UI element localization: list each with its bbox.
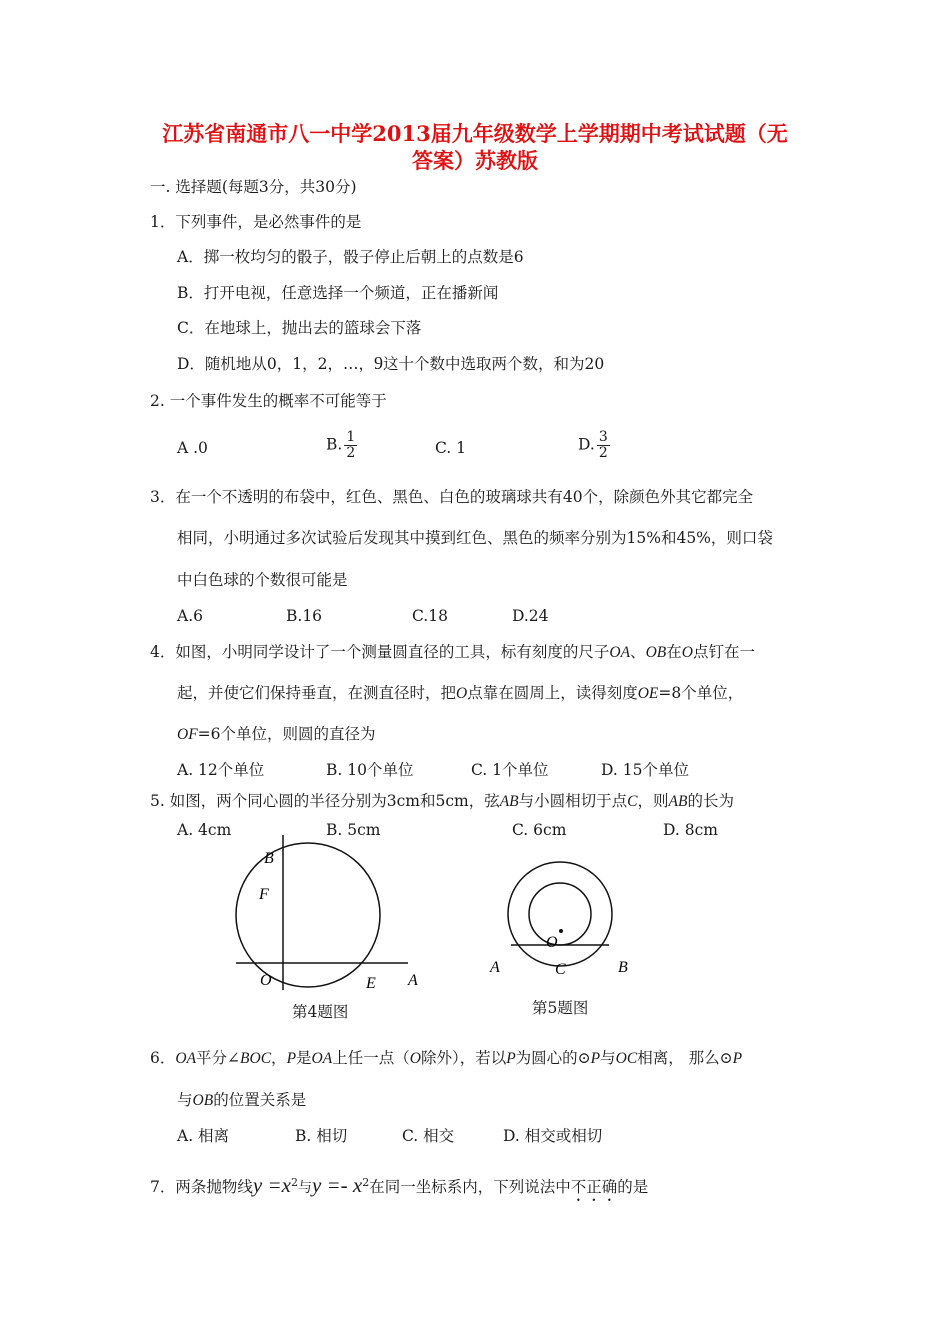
q4-l1-ob: OB <box>645 644 667 661</box>
q1-d-pre: D．随机地从0，1，2， <box>177 355 344 373</box>
fig5-center-point <box>559 929 563 933</box>
q4-l1-sep: 、 <box>630 643 646 661</box>
q4-line-2 <box>177 683 743 704</box>
title-line-1: 江苏省南通市八一中学2013届九年级数学上学期期中考试试题（无 <box>162 121 788 146</box>
section-heading: 一. 选择题(每题3分，共30分) <box>150 178 357 196</box>
q7-mid: 与 <box>297 1180 312 1197</box>
q2-b-label: B. <box>326 435 343 454</box>
q6-option-a: A. 相离 <box>177 1127 230 1145</box>
q7-pre: 7．两条抛物线 <box>150 1178 253 1197</box>
exam-title <box>120 120 830 174</box>
q3-option-c: C.18 <box>412 607 448 625</box>
q5-l1-c: C <box>627 793 638 810</box>
q6-line-2 <box>177 1090 306 1111</box>
q6-num: 6． <box>150 1049 176 1067</box>
fig5-inner-circle <box>529 883 591 945</box>
q5-l1-end: 的长为 <box>687 792 734 810</box>
q7-equation-1: y =x <box>252 1173 291 1198</box>
q2-b-numerator: 1 <box>346 429 356 445</box>
q6-p2: P <box>506 1050 516 1067</box>
fig4-circle <box>236 843 380 987</box>
q6-t6: 为圆心的⊙ <box>515 1049 591 1067</box>
q4-line-3 <box>177 724 376 745</box>
q7-line-1 <box>150 1168 648 1205</box>
q4-l2-end: =8个单位， <box>658 684 744 702</box>
q5-option-b: B. 5cm <box>326 821 381 839</box>
q7-exponent-2: 2 <box>362 1176 370 1189</box>
q5-l1-ab2: AB <box>668 793 688 810</box>
q2-stem: 2. 一个事件发生的概率不可能等于 <box>150 392 387 410</box>
fig4-label-f: F <box>259 886 269 903</box>
q1-option-a: A．掷一枚均匀的骰子，骰子停止后朝上的点数是6 <box>177 248 524 266</box>
q2-b-denominator: 2 <box>346 445 356 461</box>
q4-l2-oe: OE <box>637 685 659 702</box>
q6-t3: 是 <box>296 1049 312 1067</box>
q6-option-d: D. 相交或相切 <box>503 1127 603 1145</box>
q6-oa: OA <box>175 1050 197 1067</box>
figure-5-diagram <box>480 840 640 990</box>
q3-option-b: B.16 <box>286 607 323 625</box>
q1-stem: 1．下列事件，是必然事件的是 <box>150 213 362 231</box>
q6-t1: 平分∠ <box>196 1049 241 1067</box>
q1-option-c: C．在地球上，抛出去的篮球会下落 <box>177 319 422 337</box>
q2-b-fraction <box>344 430 357 461</box>
q6-p3: P <box>590 1050 601 1067</box>
figure-4-diagram <box>226 835 426 1025</box>
q2-d-denominator: 2 <box>598 445 608 461</box>
q3-option-a: A.6 <box>177 607 203 625</box>
q4-option-d: D. 15个单位 <box>601 761 689 779</box>
q3-line-2: 相同，小明通过多次试验后发现其中摸到红色、黑色的频率分别为15%和45%，则口袋 <box>177 529 773 547</box>
q4-l1-oa: OA <box>609 644 631 661</box>
q3-line-1: 3．在一个不透明的布袋中，红色、黑色、白色的玻璃球共有40个，除颜色外其它都完全 <box>150 488 754 506</box>
q6-t8: 相离， 那么⊙ <box>637 1049 733 1067</box>
q2-d-fraction <box>597 430 610 461</box>
fig5-outer-circle <box>508 862 612 966</box>
q6-o: O <box>409 1050 421 1067</box>
q2-option-a: A .0 <box>177 439 208 457</box>
q2-d-numerator: 3 <box>598 429 608 445</box>
q4-line-1 <box>150 642 755 663</box>
q3-option-d: D.24 <box>512 607 549 625</box>
fig5-label-b: B <box>618 959 628 976</box>
q2-option-b <box>326 430 357 461</box>
q5-option-d: D. 8cm <box>663 821 718 839</box>
q6-t5: 除外），若以 <box>420 1049 507 1067</box>
q5-l1-ab: AB <box>499 793 519 810</box>
q4-l1-end: 点钉在一 <box>692 643 755 661</box>
q6-boc: BOC <box>240 1050 272 1067</box>
q4-option-c: C. 1个单位 <box>471 761 549 779</box>
q6-p1: P <box>286 1050 297 1067</box>
q1-option-b: B．打开电视，任意选择一个频道，正在播新闻 <box>177 284 499 302</box>
fig4-label-b: B <box>264 850 274 867</box>
fig5-label-c: C <box>555 961 566 978</box>
q4-l2-mid: 点靠在圆周上，读得刻度 <box>467 684 638 702</box>
q5-option-a: A. 4cm <box>177 821 232 839</box>
q6-oc: OC <box>615 1050 638 1067</box>
fig5-label-o: O <box>546 934 558 951</box>
q4-l2-o: O <box>456 685 468 702</box>
q6-t4: 上任一点（ <box>332 1049 410 1067</box>
fig5-label-a: A <box>490 959 500 976</box>
q5-l1-mid: 与小圆相切于点 <box>518 792 628 810</box>
q6-l2-t1: 与 <box>177 1091 193 1109</box>
q1-d-ellipsis: …， <box>343 355 375 373</box>
q7-post-1: 在同一坐标系内，下列说法中 <box>369 1178 571 1197</box>
q6-p4: P <box>732 1050 743 1067</box>
q4-option-b: B. 10个单位 <box>326 761 414 779</box>
q5-option-c: C. 6cm <box>512 821 567 839</box>
q6-t7: 与 <box>600 1049 616 1067</box>
q6-option-b: B. 相切 <box>295 1127 348 1145</box>
q6-ob: OB <box>192 1092 214 1109</box>
q1-option-d <box>177 353 604 374</box>
q5-line-1 <box>150 791 734 812</box>
fig4-label-a: A <box>408 972 418 989</box>
q5-l1-text: 5. 如图，两个同心圆的半径分别为3cm和5cm，弦 <box>150 792 500 810</box>
q4-l3-text: =6个单位，则圆的直径为 <box>197 725 376 743</box>
q2-d-label: D. <box>578 435 595 454</box>
q3-line-3: 中白色球的个数很可能是 <box>177 571 348 589</box>
q7-emphasis: 不正确 <box>570 1178 618 1197</box>
fig4-label-o: O <box>260 972 272 989</box>
q6-t2: ， <box>271 1049 287 1067</box>
fig5-caption: 第5题图 <box>532 999 589 1017</box>
q6-option-c: C. 相交 <box>402 1127 455 1145</box>
q1-d-post: 这十个数中选取两个数，和为20 <box>383 355 605 373</box>
q7-post-3: 的是 <box>617 1178 649 1197</box>
q4-l1-zai: 在 <box>666 643 682 661</box>
q2-option-d <box>578 430 610 461</box>
q1-d-nine: 9 <box>374 353 384 373</box>
fig4-label-e: E <box>366 975 376 992</box>
q6-oa2: OA <box>311 1050 333 1067</box>
q2-option-c: C. 1 <box>435 439 467 457</box>
q6-line-1 <box>150 1048 742 1069</box>
q6-l2-t2: 的位置关系是 <box>213 1091 307 1109</box>
q4-option-a: A. 12个单位 <box>177 761 265 779</box>
title-line-2: 答案）苏教版 <box>412 148 538 173</box>
q7-exponent-1: 2 <box>290 1176 298 1189</box>
q4-l3-of: OF <box>177 726 198 743</box>
q4-l1-text: 4．如图，小明同学设计了一个测量圆直径的工具，标有刻度的尺子 <box>150 643 610 661</box>
q4-l2-text: 起，并使它们保持垂直，在测直径时，把 <box>177 684 457 702</box>
fig4-caption: 第4题图 <box>292 1003 349 1021</box>
q5-l1-ze: ，则 <box>637 792 669 810</box>
q4-l1-o: O <box>681 644 693 661</box>
q7-equation-2: y =- x <box>311 1173 363 1198</box>
